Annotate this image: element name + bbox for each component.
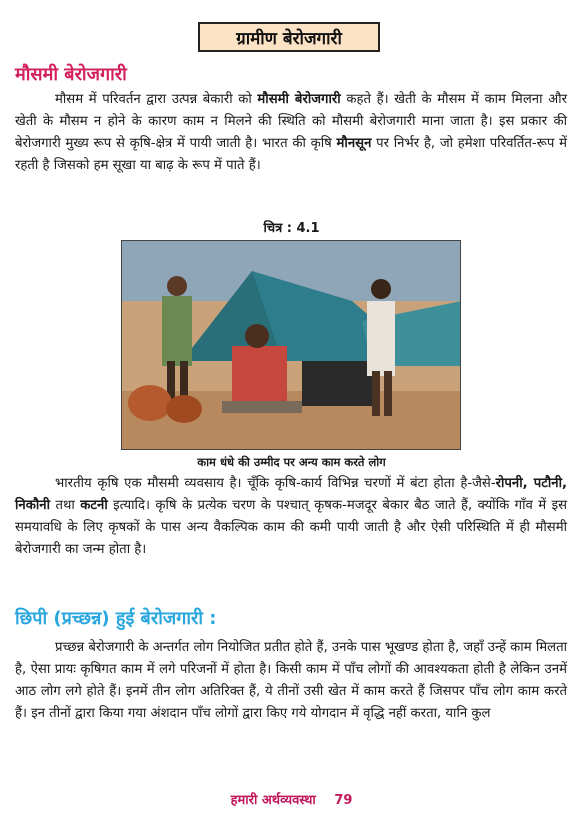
text-run: तथा — [50, 498, 81, 513]
text-run: रोपनी, पटौनी, निकौनी — [15, 476, 567, 513]
section-heading-disguised: छिपी (प्रच्छन्न) हुई बेरोजगारी : — [15, 608, 217, 629]
text-run: मौनसून — [336, 136, 372, 151]
text-run: पर निर्भर है, जो हमेशा परिवर्तित-रूप में रहती है जिसको हम सूखा या बाढ़ के रूप में पाते हैं। — [15, 136, 567, 173]
footer-book-title: हमारी अर्थव्यवस्था — [230, 793, 316, 808]
page-footer — [0, 790, 583, 808]
text-run: प्रच्छन्न बेरोजगारी के अन्तर्गत लोग नियोजित प्रतीत होते हैं, उनके पास भूखण्ड होता है, जहाँ उन्हें काम मिलता है, ऐसा प्रायः कृषिगत काम में लगे परिजनों में होता है। किसी काम में पाँच लोगों की आवश्यकता होती है लेकिन उनमें आठ लोग लगे होते हैं। इनमें तीन लोग अतिरिक्त हैं, ये तीनों उसी खेत में काम करते हैं जिसपर पाँच लोग काम करते हैं। इन तीनों द्वारा किया गया अंशदान पाँच लोगों द्वारा किए गये योगदान में वृद्धि नहीं करता, यानि कुल — [15, 640, 567, 721]
figure-photo — [121, 240, 461, 450]
text-run: मौसमी बेरोजगारी — [257, 92, 341, 107]
figure-label: चित्र : 4.1 — [263, 221, 320, 236]
section-heading-seasonal: मौसमी बेरोजगारी — [15, 64, 127, 85]
text-run: इत्यादि। कृषि के प्रत्येक चरण के पश्चात् कृषक-मजदूर बेकार बैठ जाते हैं, क्योंकि गाँव में इस समयावधि के लिए कृषकों के पास अन्य वैकल्पिक काम की कमी पायी जाती है और ऐसी परिस्थिति में ही मौसमी बेरोजगारी का जन्म होता है। — [15, 498, 567, 557]
paragraph-seasonal — [15, 89, 567, 177]
text-run: मौसम में परिवर्तन द्वारा उत्पन्न बेकारी को — [55, 92, 258, 107]
chapter-title: ग्रामीण बेरोजगारी — [198, 22, 380, 52]
text-run: भारतीय कृषि एक मौसमी व्यवसाय है। चूँकि कृषि-कार्य विभिन्न चरणों में बंटा होता है-जैसे- — [55, 476, 496, 491]
paragraph-agriculture — [15, 473, 567, 561]
page-number: 79 — [334, 793, 353, 808]
photo-illustration — [122, 241, 461, 450]
figure-caption: काम धंधे की उम्मीद पर अन्य काम करते लोग — [197, 455, 386, 469]
paragraph-disguised — [15, 637, 567, 725]
text-run: कहते हैं। खेती के मौसम में काम मिलना और खेती के मौसम न होने के कारण काम न मिलने की स्थिति को मौसमी बेरोजगारी माना जाता है। इस प्रकार की बेरोजगारी मुख्य रूप से कृषि-क्षेत्र में पायी जाती है। भारत की कृषि — [15, 92, 567, 151]
text-run: कटनी — [80, 498, 108, 513]
